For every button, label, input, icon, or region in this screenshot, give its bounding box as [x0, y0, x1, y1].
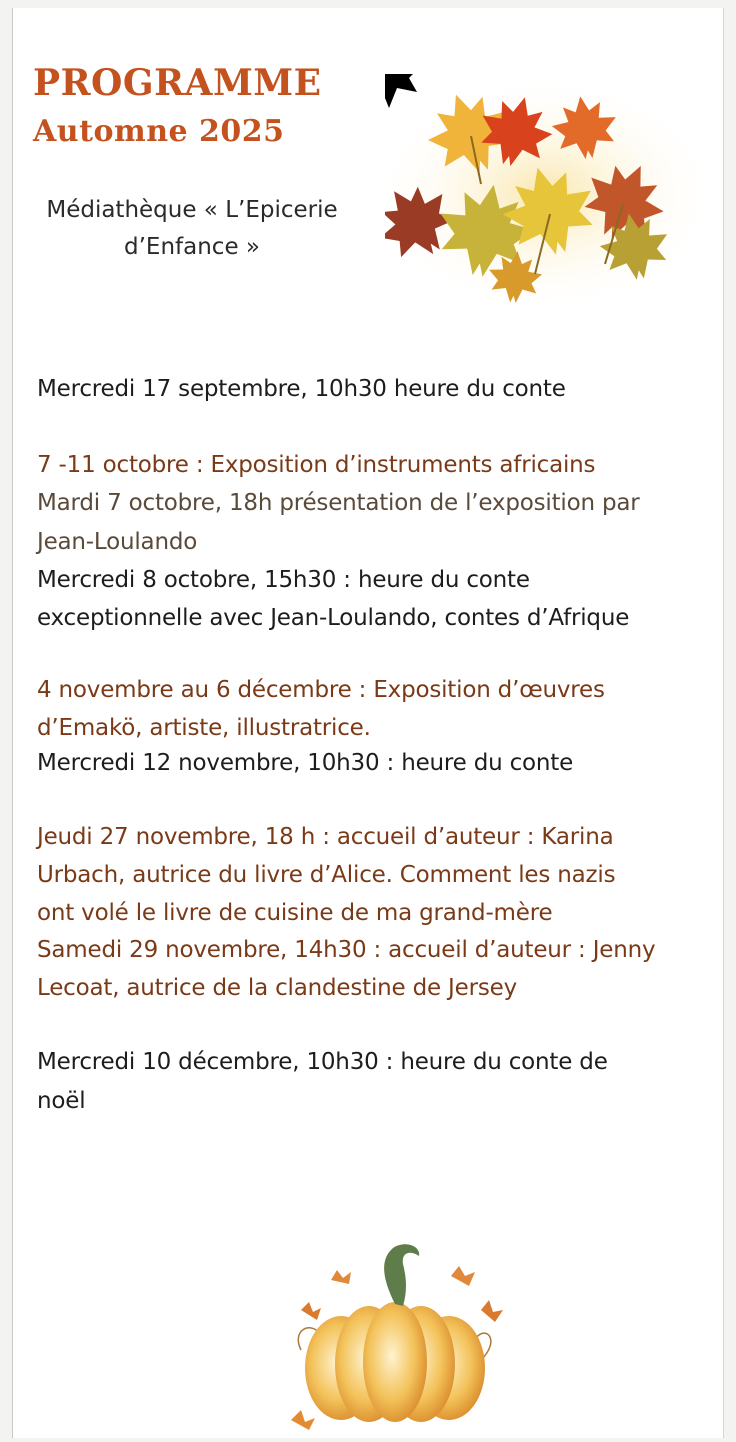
event-exhibition-emako-line-1: 4 novembre au 6 décembre : Exposition d’œuvres	[37, 677, 605, 703]
season-subtitle: Automne 2025	[33, 114, 285, 149]
event-presentation-line-1: Mardi 7 octobre, 18h présentation de l’exposition par	[37, 490, 640, 516]
flyer-page	[12, 8, 724, 1438]
event-author-urbach-line-3: ont volé le livre de cuisine de ma grand-mère	[37, 900, 553, 926]
event-storytime-oct-line-2: exceptionnelle avec Jean-Loulando, contes d’Afrique	[37, 605, 630, 631]
event-author-lecoat-line-2: Lecoat, autrice de la clandestine de Jersey	[37, 975, 517, 1001]
event-storytime-nov: Mercredi 12 novembre, 10h30 : heure du conte	[37, 750, 574, 776]
event-storytime-sept: Mercredi 17 septembre, 10h30 heure du conte	[37, 376, 566, 402]
venue-line-1: Médiathèque « L’Epicerie	[46, 197, 338, 223]
event-author-urbach-line-1: Jeudi 27 novembre, 18 h : accueil d’auteur : Karina	[37, 824, 614, 850]
event-exhibition-africa: 7 -11 octobre : Exposition d’instruments africains	[37, 452, 596, 478]
event-storytime-oct-line-1: Mercredi 8 octobre, 15h30 : heure du conte	[37, 567, 530, 593]
venue-name	[27, 192, 357, 266]
event-author-lecoat-line-1: Samedi 29 novembre, 14h30 : accueil d’auteur : Jenny	[37, 937, 656, 963]
event-presentation-line-2: Jean-Loulando	[37, 529, 198, 555]
pumpkin-illustration	[271, 1240, 521, 1440]
autumn-leaves-illustration	[385, 74, 705, 306]
event-exhibition-emako-line-2: d’Emakö, artiste, illustratrice.	[37, 715, 371, 741]
programme-title: PROGRAMME	[33, 62, 322, 104]
event-author-urbach-line-2: Urbach, autrice du livre d’Alice. Comment les nazis	[37, 862, 616, 888]
event-storytime-dec-line-2: noël	[37, 1088, 86, 1114]
venue-line-2: d’Enfance »	[124, 234, 260, 260]
event-storytime-dec-line-1: Mercredi 10 décembre, 10h30 : heure du conte de	[37, 1049, 608, 1075]
